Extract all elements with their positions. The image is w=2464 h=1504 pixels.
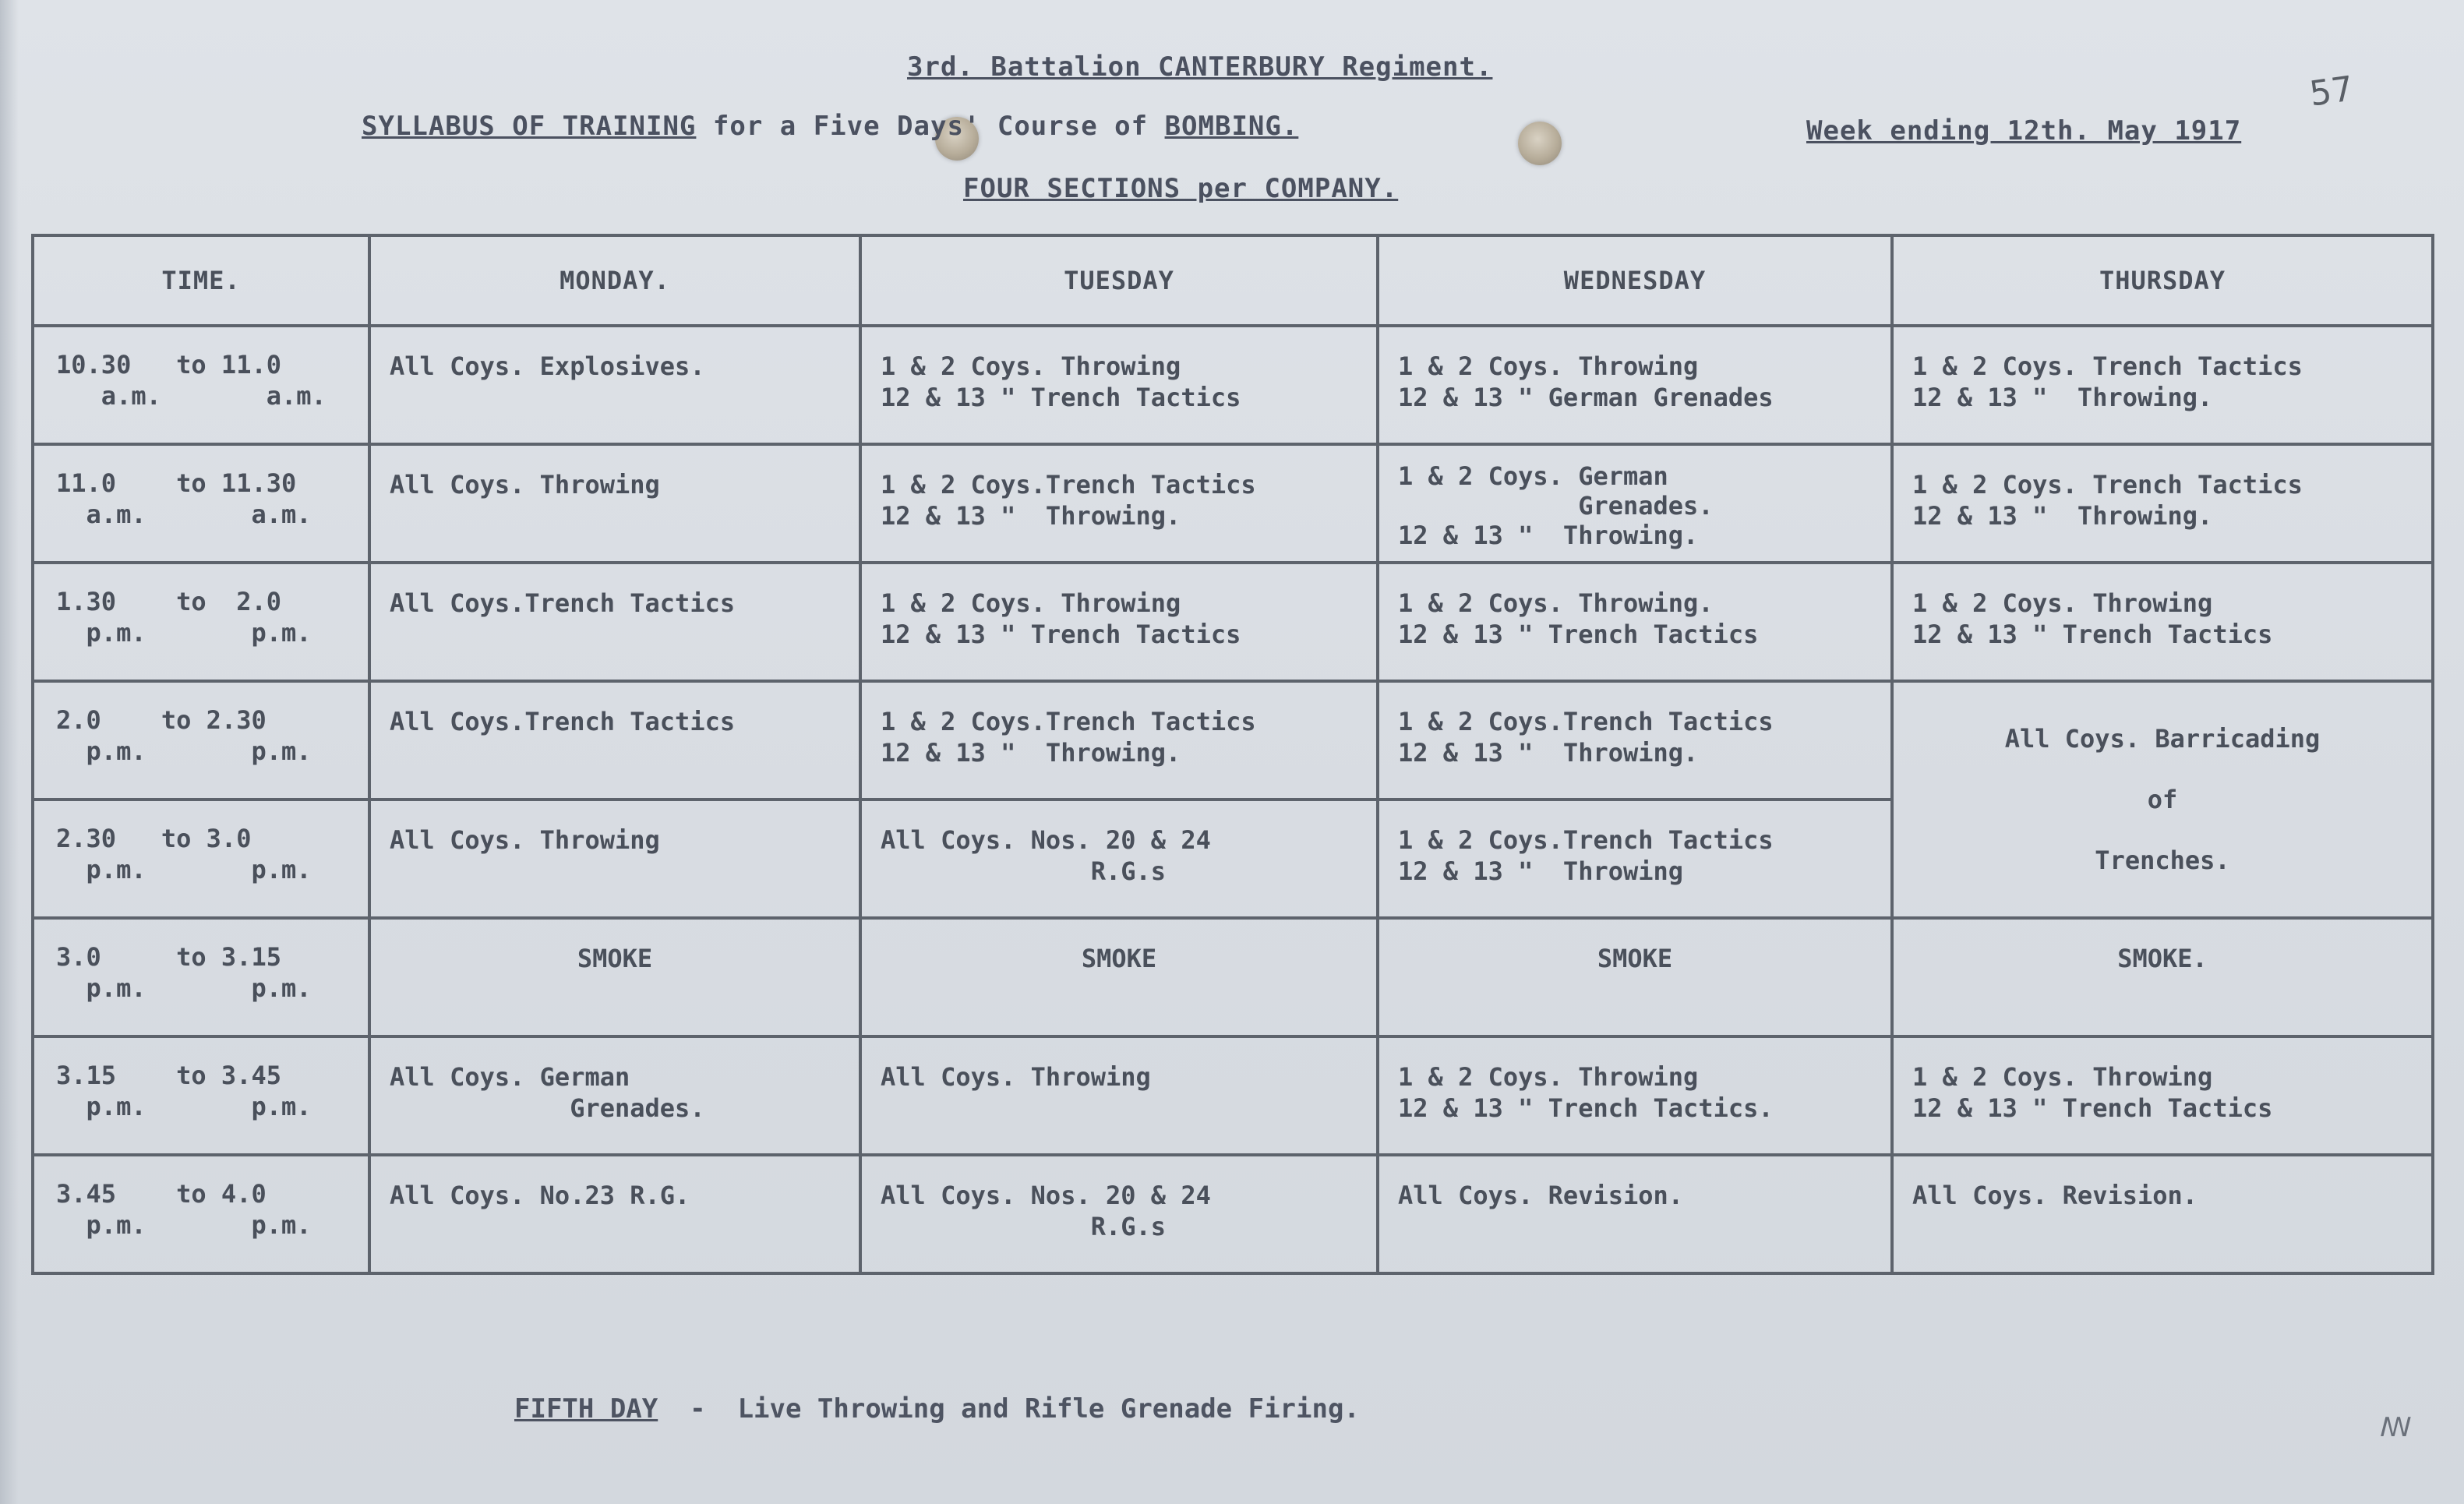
week-ending: Week ending 12th. May 1917: [1806, 115, 2242, 147]
wednesday-cell: All Coys. Revision.: [1378, 1155, 1892, 1273]
fifth-day-note: [514, 1393, 1360, 1425]
monday-cell: All Coys. Explosives.: [369, 326, 860, 444]
col-header-time: TIME.: [33, 235, 369, 326]
thursday-cell: SMOKE.: [1892, 918, 2433, 1036]
fifth-day-text: - Live Throwing and Rifle Grenade Firing.: [658, 1393, 1360, 1425]
syllabus-line: [362, 111, 1298, 142]
tuesday-cell: 1 & 2 Coys.Trench Tactics 12 & 13 " Throwing.: [860, 444, 1378, 563]
fifth-day-label: FIFTH DAY: [514, 1393, 658, 1425]
monday-cell: All Coys. German Grenades.: [369, 1036, 860, 1155]
thursday-cell: 1 & 2 Coys. Throwing 12 & 13 " Trench Tactics: [1892, 1036, 2433, 1155]
table-row: [33, 681, 2433, 800]
wednesday-cell: 1 & 2 Coys. Throwing 12 & 13 " Trench Tactics.: [1378, 1036, 1892, 1155]
tuesday-cell: 1 & 2 Coys.Trench Tactics 12 & 13 " Throwing.: [860, 681, 1378, 800]
monday-cell: All Coys. No.23 R.G.: [369, 1155, 860, 1273]
monday-cell: SMOKE: [369, 918, 860, 1036]
wednesday-cell: 1 & 2 Coys. German Grenades. 12 & 13 " Throwing.: [1378, 444, 1892, 563]
table-row: [33, 1155, 2433, 1273]
col-header-tuesday: TUESDAY: [860, 235, 1378, 326]
table-row: [33, 918, 2433, 1036]
wednesday-cell: 1 & 2 Coys.Trench Tactics 12 & 13 " Throwing.: [1378, 681, 1892, 800]
monday-cell: All Coys. Throwing: [369, 444, 860, 563]
time-cell: 10.30 to 11.0 a.m. a.m.: [33, 326, 369, 444]
table-header-row: [33, 235, 2433, 326]
syllabus-subject: BOMBING.: [1164, 111, 1299, 142]
sections-subtitle: FOUR SECTIONS per COMPANY.: [963, 173, 1399, 204]
wednesday-cell: 1 & 2 Coys.Trench Tactics 12 & 13 " Throwing: [1378, 800, 1892, 918]
time-cell: 2.30 to 3.0 p.m. p.m.: [33, 800, 369, 918]
syllabus-rest: for a Five Days' Course of: [696, 111, 1165, 142]
tuesday-cell: All Coys. Nos. 20 & 24 R.G.s: [860, 800, 1378, 918]
wednesday-cell: SMOKE: [1378, 918, 1892, 1036]
corner-mark: ꟿ: [2380, 1412, 2412, 1443]
time-cell: 11.0 to 11.30 a.m. a.m.: [33, 444, 369, 563]
col-header-monday: MONDAY.: [369, 235, 860, 326]
table-row: [33, 563, 2433, 681]
monday-cell: All Coys. Throwing: [369, 800, 860, 918]
pencil-page-number: 57: [2307, 69, 2356, 115]
table-row: [33, 1036, 2433, 1155]
col-header-thursday: THURSDAY: [1892, 235, 2433, 326]
time-cell: 3.45 to 4.0 p.m. p.m.: [33, 1155, 369, 1273]
time-cell: 3.15 to 3.45 p.m. p.m.: [33, 1036, 369, 1155]
table-row: [33, 444, 2433, 563]
tuesday-cell: All Coys. Nos. 20 & 24 R.G.s: [860, 1155, 1378, 1273]
wednesday-cell: 1 & 2 Coys. Throwing. 12 & 13 " Trench Tactics: [1378, 563, 1892, 681]
syllabus-prefix: SYLLABUS OF TRAINING: [362, 111, 697, 142]
tuesday-cell: 1 & 2 Coys. Throwing 12 & 13 " Trench Tactics: [860, 563, 1378, 681]
table-row: [33, 326, 2433, 444]
col-header-wednesday: WEDNESDAY: [1378, 235, 1892, 326]
thursday-cell: All Coys. Revision.: [1892, 1155, 2433, 1273]
punch-hole-right: [1518, 122, 1562, 165]
monday-cell: All Coys.Trench Tactics: [369, 681, 860, 800]
thursday-barricading-cell: All Coys. Barricading of Trenches.: [1892, 681, 2433, 918]
tuesday-cell: 1 & 2 Coys. Throwing 12 & 13 " Trench Tactics: [860, 326, 1378, 444]
time-cell: 2.0 to 2.30 p.m. p.m.: [33, 681, 369, 800]
monday-cell: All Coys.Trench Tactics: [369, 563, 860, 681]
battalion-title: 3rd. Battalion CANTERBURY Regiment.: [907, 51, 1493, 83]
tuesday-cell: All Coys. Throwing: [860, 1036, 1378, 1155]
thursday-cell: 1 & 2 Coys. Trench Tactics 12 & 13 " Throwing.: [1892, 444, 2433, 563]
thursday-cell: 1 & 2 Coys. Throwing 12 & 13 " Trench Tactics: [1892, 563, 2433, 681]
wednesday-cell: 1 & 2 Coys. Throwing 12 & 13 " German Grenades: [1378, 326, 1892, 444]
time-cell: 3.0 to 3.15 p.m. p.m.: [33, 918, 369, 1036]
training-schedule-table: [31, 234, 2434, 1275]
tuesday-cell: SMOKE: [860, 918, 1378, 1036]
sheet-edge-shadow: [0, 0, 19, 1504]
time-cell: 1.30 to 2.0 p.m. p.m.: [33, 563, 369, 681]
thursday-cell: 1 & 2 Coys. Trench Tactics 12 & 13 " Throwing.: [1892, 326, 2433, 444]
